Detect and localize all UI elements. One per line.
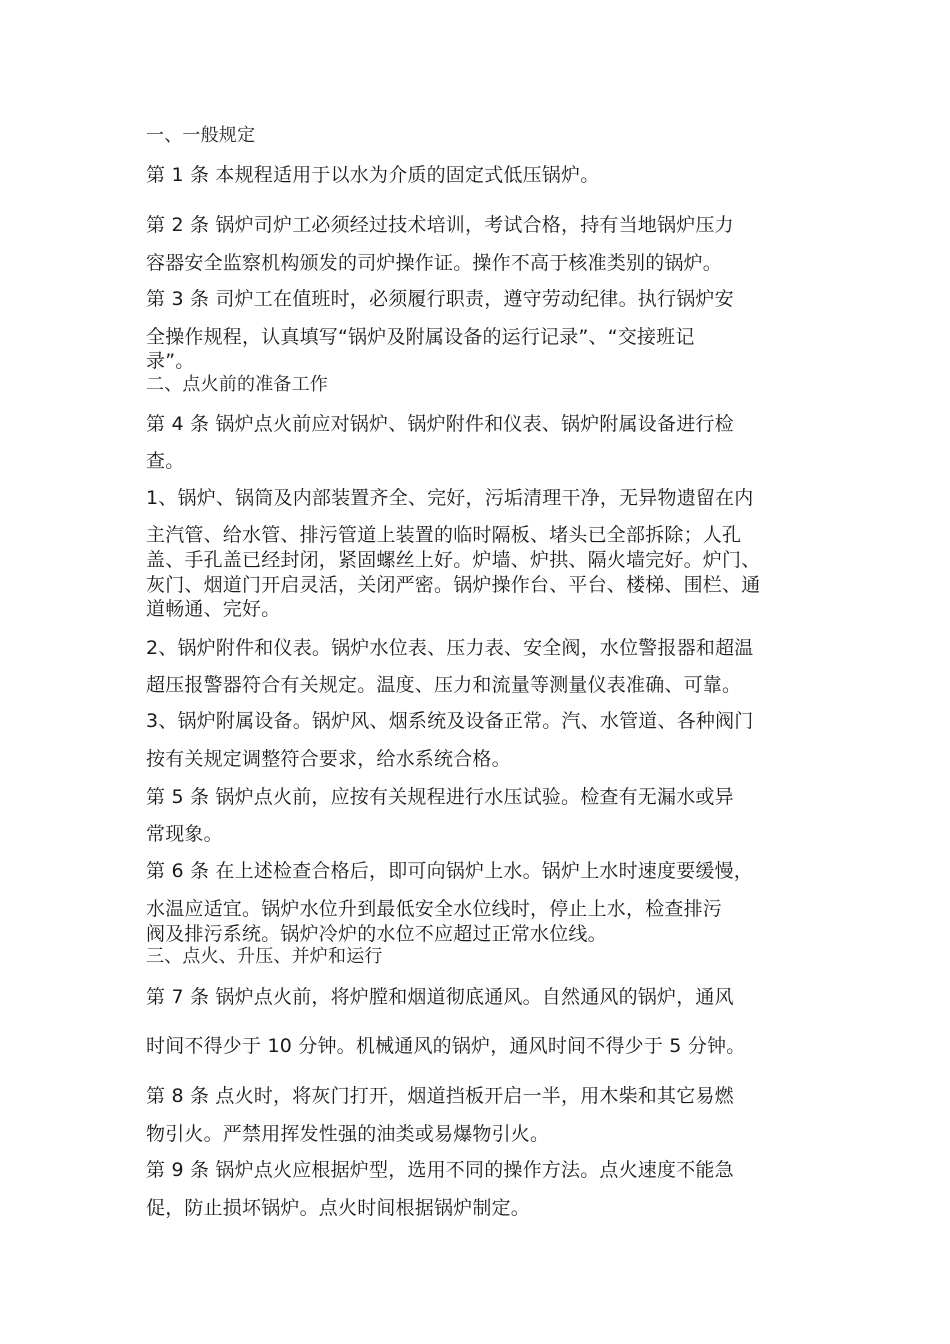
text-line: 第 9 条 锅炉点火应根据炉型，选用不同的操作方法。点火速度不能急: [146, 1159, 734, 1181]
text-line: 第 8 条 点火时，将灰门打开，烟道挡板开启一半，用木柴和其它易燃: [146, 1085, 734, 1107]
text-line: 录”。: [146, 350, 195, 372]
text-line: 促，防止损坏锅炉。点火时间根据锅炉制定。: [146, 1197, 531, 1219]
text-line: 容器安全监察机构颁发的司炉操作证。操作不高于核准类别的锅炉。: [146, 252, 723, 274]
text-line: 第 2 条 锅炉司炉工必须经过技术培训，考试合格，持有当地锅炉压力: [146, 214, 734, 236]
text-line: 盖、手孔盖已经封闭，紧固螺丝上好。炉墙、炉拱、隔火墙完好。炉门、: [146, 549, 761, 571]
text-line: 阀及排污系统。锅炉冷炉的水位不应超过正常水位线。: [146, 923, 607, 945]
text-line: 全操作规程，认真填写“锅炉及附属设备的运行记录”、“交接班记: [146, 326, 695, 348]
text-line: 时间不得少于 10 分钟。机械通风的锅炉，通风时间不得少于 5 分钟。: [146, 1035, 746, 1057]
section-heading-1: 一、一般规定: [146, 125, 256, 146]
text-line: 3、锅炉附属设备。锅炉风、烟系统及设备正常。汽、水管道、各种阀门: [146, 710, 754, 732]
section-heading-3: 三、点火、升压、并炉和运行: [146, 946, 383, 967]
text-line: 第 3 条 司炉工在值班时，必须履行职责，遵守劳动纪律。执行锅炉安: [146, 288, 734, 310]
text-line: 灰门、烟道门开启灵活，关闭严密。锅炉操作台、平台、楼梯、围栏、通: [146, 574, 761, 596]
text-line: 第 7 条 锅炉点火前，将炉膛和烟道彻底通风。自然通风的锅炉，通风: [146, 986, 734, 1008]
text-line: 物引火。严禁用挥发性强的油类或易爆物引火。: [146, 1123, 550, 1145]
text-line: 常现象。: [146, 823, 223, 845]
text-line: 第 1 条 本规程适用于以水为介质的固定式低压锅炉。: [146, 164, 600, 186]
text-line: 按有关规定调整符合要求，给水系统合格。: [146, 748, 511, 770]
section-heading-2: 二、点火前的准备工作: [146, 374, 328, 395]
text-line: 2、锅炉附件和仪表。锅炉水位表、压力表、安全阀，水位警报器和超温: [146, 637, 754, 659]
text-line: 超压报警器符合有关规定。温度、压力和流量等测量仪表准确、可靠。: [146, 674, 742, 696]
text-line: 道畅通、完好。: [146, 598, 281, 620]
text-line: 主汽管、给水管、排污管道上装置的临时隔板、堵头已全部拆除；人孔: [146, 524, 742, 546]
text-line: 水温应适宜。锅炉水位升到最低安全水位线时，停止上水，检查排污: [146, 898, 723, 920]
text-line: 第 4 条 锅炉点火前应对锅炉、锅炉附件和仪表、锅炉附属设备进行检: [146, 413, 734, 435]
text-line: 1、锅炉、锅筒及内部装置齐全、完好，污垢清理干净，无异物遗留在内: [146, 487, 754, 509]
text-line: 查。: [146, 450, 185, 472]
text-line: 第 5 条 锅炉点火前，应按有关规程进行水压试验。检查有无漏水或异: [146, 786, 734, 808]
text-line: 第 6 条 在上述检查合格后，即可向锅炉上水。锅炉上水时速度要缓慢，: [146, 860, 754, 882]
